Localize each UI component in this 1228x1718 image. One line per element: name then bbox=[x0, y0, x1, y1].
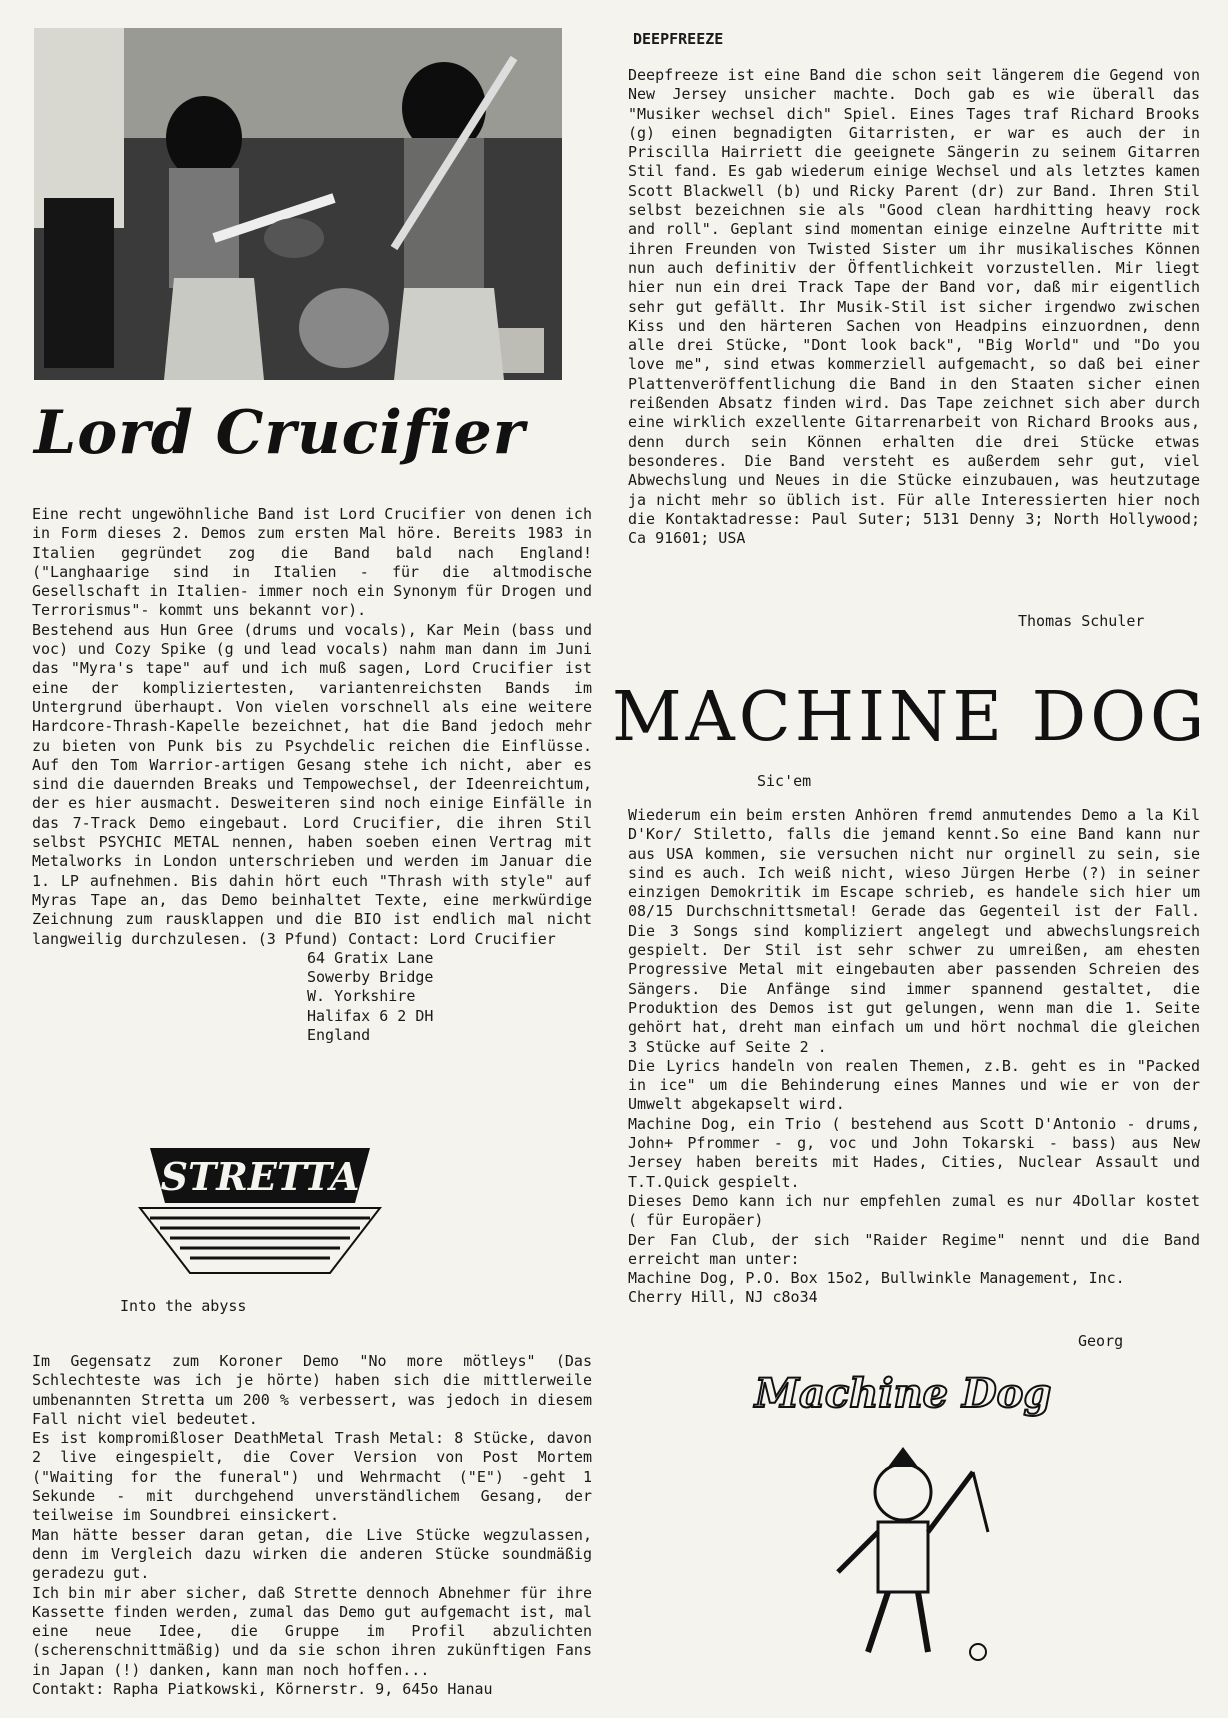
deepfreeze-article bbox=[628, 66, 1210, 548]
lord-crucifier-article bbox=[32, 505, 592, 1045]
stretta-body: Im Gegensatz zum Koroner Demo "No more mötleys" (Das Schlechteste was ich je hörte) haben sich die mittlerweile umbenannten Stretta um 200 % verbessert, was jedoch in diesem Fall nicht viel bedeutet. Es ist kompromißloser DeathMetal Trash Metal: 8 Stücke, davon 2 live eingespielt, die Cover Version von Post Mortem ("Waiting for the funeral") und Wehrmacht ("E") -geht 1 Sekunde - mit durchgehend unverständlichem Gesang, der teilweise im Soundbrei einsickert. Man hätte besser daran getan, die Live Stücke wegzulassen, denn im Vergleich dazu wirken die anderen Stücke soundmäßig geradezu gut. Ich bin mir aber sicher, daß Strette dennoch Abnehmer für ihre Kassette finden werden, zumal das Demo gut aufgemacht ist, mal eine neue Idee, die Gruppe im Profil abzulichten (scherenschnittmäßig) und da sie schon ihren zukünftigen Fans in Japan (!) danken, kann man noch hoffen... Contakt: Rapha Piatkowski, Körnerstr. 9, 645o Hanau bbox=[32, 1352, 592, 1699]
address-line: W. Yorkshire bbox=[307, 987, 416, 1006]
machine-dog-article bbox=[628, 806, 1200, 1308]
address-line: Halifax 6 2 DH bbox=[307, 1006, 434, 1025]
deepfreeze-heading: DEEPFREEZE bbox=[633, 30, 724, 48]
machine-dog-logo-text: Machine Dog bbox=[754, 1370, 1052, 1417]
machine-dog-logo bbox=[754, 1352, 1052, 1672]
machine-dog-author: Georg bbox=[1078, 1332, 1124, 1350]
address-line: England bbox=[307, 1026, 371, 1045]
deepfreeze-author: Thomas Schuler bbox=[1018, 612, 1145, 630]
stretta-logo-text: STRETTA bbox=[160, 1154, 360, 1199]
deepfreeze-body: Deepfreeze ist eine Band die schon seit längerem die Gegend von New Jersey unsicher machte. Doch gab es wie überall das "Musiker wechsel dich" Spiel. Eines Tages traf Richard Brooks (g) einen begnadigten Gitarristen, er war es auch der in Priscilla Hairriett die geeignete Sängerin zu seinem Gitarren Stil fand. Es gab wiederum einige Wechsel und als letztes kamen Scott Blackwell (b) und Ricky Parent (dr) zur Band. Ihren Stil selbst bezeichnen sie als "Good clean hardhitting heavy rock and roll". Geplant sind momentan einige einzelne Auftritte mit ihren Freunden von Twisted Sister um ihr musikalisches Können nun auch definitiv der Öffentlichkeit vorzustellen. Mir liegt hier nun ein drei Track Tape der Band vor, daß mir eigentlich sehr gut gefällt. Ihr Musik-Stil ist sicher irgendwo zwischen Kiss und den härteren Sachen von Headpins einzuordnen, denn alle drei Stücke, "Dont look back", "Big World" und "Do you love me", sind etwas kommerziell aufgemacht, so daß bei einer Plattenveröffentlichung die Band in den Staaten sicher einen reißenden Absatz finden wird. Das Tape zeichnet sich aber durch eine wirklich exzellente Gitarrenarbeit von Richard Brooks aus, denn durch sein Können erhalten die drei Stücke etwas besonderes. Die Band versteht es außerdem sehr gut, viel Abwechslung und Neues in die Stücke einzubauen, was heutzutage ja nicht mehr so üblich ist. Für alle Interessierten hier noch die Kontaktadresse: Paul Suter; 5131 Denny 3; North Hollywood; Ca 91601; USA bbox=[628, 66, 1210, 548]
machine-dog-title: MACHINE DOG bbox=[612, 678, 1209, 757]
stretta-logo bbox=[130, 1128, 390, 1278]
address-line: Sowerby Bridge bbox=[307, 968, 434, 987]
lord-crucifier-logo: Lord Crucifier bbox=[34, 398, 526, 468]
lord-crucifier-address bbox=[307, 949, 592, 1045]
stretta-caption: Into the abyss bbox=[120, 1297, 247, 1315]
address-line: 64 Gratix Lane bbox=[307, 948, 434, 967]
stretta-article bbox=[32, 1352, 592, 1699]
lord-crucifier-body: Eine recht ungewöhnliche Band ist Lord Crucifier von denen ich in Form dieses 2. Demos zum ersten Mal höre. Bereits 1983 in Italien gegründet zog die Band bald nach England! ("Langhaarige sind in Italien - für die altmodische Gesellschaft in Italien- immer noch ein Synonym für Drogen und Terrorismus"- kommt uns bekannt vor). Bestehend aus Hun Gree (drums und vocals), Kar Mein (bass und voc) und Cozy Spike (g und lead vocals) nahm man dann im Juni das "Myra's tape" auf und ich muß sagen, Lord Crucifier ist eine der kompliziertesten, variantenreichsten Bands im Untergrund überhaupt. Von vielen vorschnell als eine weitere Hardcore-Thrash-Kapelle bezeichnet, hat die Band jedoch mehr zu bieten von Punk bis zu Psychdelic reichen die Einflüsse. Auf den Tom Warrior-artigen Gesang stehe ich nicht, aber es sind die dauernden Breaks und Tempowechsel, der Ideenreichtum, der es hier ausmacht. Desweiteren sind noch einige Einfälle in das 7-Track Demo eingebaut. Lord Crucifier, die ihren Stil selbst PSYCHIC METAL nennen, haben soeben einen Vertrag mit Metalworks in London unterschrieben und werden im Januar die 1. LP aufnehmen. Bis dahin hört euch "Thrash with style" auf Myras Tape an, das Demo beinhaltet Texte, eine merkwürdige Zeichnung zum rausklappen und die BIO ist endlich mal nicht langweilig durchzulesen. (3 Pfund) Contact: Lord Crucifier bbox=[32, 505, 592, 948]
band-photo bbox=[34, 28, 562, 380]
machine-dog-body: Wiederum ein beim ersten Anhören fremd anmutendes Demo a la Kil D'Kor/ Stiletto, falls die jemand kennt.So eine Band kann nur aus USA kommen, sie versuchen nicht nur orginell zu sein, sie sind es auch. Ich weiß nicht, wieso Jürgen Herbe (?) in seiner einzigen Demokritik im Escape schrieb, es handele sich hier um 08/15 Durchschnittsmetal! Gerade das Gegenteil ist der Fall. Die 3 Songs sind kompliziert angelegt und abwechslungsreich gespielt. Der Stil ist sehr schwer zu umreißen, am ehesten Progressive Metal mit eingebauten aber passenden Schreien des Sängers. Die Anfänge sind immer spannend gestaltet, die Produktion des Demos ist gut gelungen, wenn man die 1. Seite gehört hat, dreht man einfach um und hört nochmal die gleichen 3 Stücke auf Seite 2 . Die Lyrics handeln von realen Themen, z.B. geht es in "Packed in ice" um die Behinderung eines Mannes und wie er von der Umwelt abgekapselt wird. Machine Dog, ein Trio ( bestehend aus Scott D'Antonio - drums, John+ Pfrommer - g, voc und John Tokarski - bass) aus New Jersey haben bereits mit Hades, Cities, Nuclear Assault und T.T.Quick gespielt. Dieses Demo kann ich nur empfehlen zumal es nur 4Dollar kostet ( für Europäer) Der Fan Club, der sich "Raider Regime" nennt und die Band erreicht man unter: Machine Dog, P.O. Box 15o2, Bullwinkle Management, Inc. Cherry Hill, NJ c8o34 bbox=[628, 806, 1200, 1307]
machine-dog-subtitle: Sic'em bbox=[757, 772, 812, 790]
